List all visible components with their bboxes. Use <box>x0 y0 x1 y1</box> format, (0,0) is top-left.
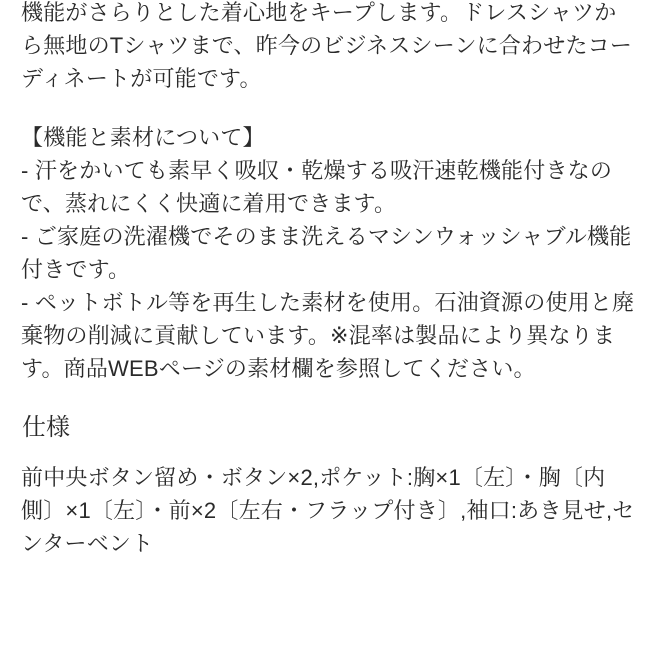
feature-item-quick-dry: - 汗をかいても素早く吸収・乾燥する吸汗速乾機能付きなので、蒸れにくく快適に着用できます。 <box>21 158 613 216</box>
spec-heading: 仕様 <box>22 414 70 441</box>
features-heading: 【機能と素材について】 <box>21 125 265 150</box>
spec-paragraph: 前中央ボタン留め・ボタン×2,ポケット:胸×1〔左〕・胸〔内側〕×1〔左〕・前×2〔左右・フラップ付き〕,袖口:あき見せ,センターベント <box>21 465 635 556</box>
intro-paragraph: 機能がさらりとした着心地をキープします。ドレスシャツから無地のTシャツまで、昨今のビジネスシーンに合わせたコーディネートが可能です。 <box>21 0 633 91</box>
feature-item-machine-washable: - ご家庭の洗濯機でそのまま洗えるマシンウォッシャブル機能付きです。 <box>21 224 632 282</box>
spec-section <box>21 410 637 560</box>
features-list <box>21 154 637 385</box>
feature-item-recycled-material: - ペットボトル等を再生した素材を使用。石油資源の使用と廃棄物の削減に貢献しています。※混率は製品により異なります。商品WEBページの素材欄を参照してください。 <box>21 290 635 381</box>
features-section <box>21 121 637 385</box>
